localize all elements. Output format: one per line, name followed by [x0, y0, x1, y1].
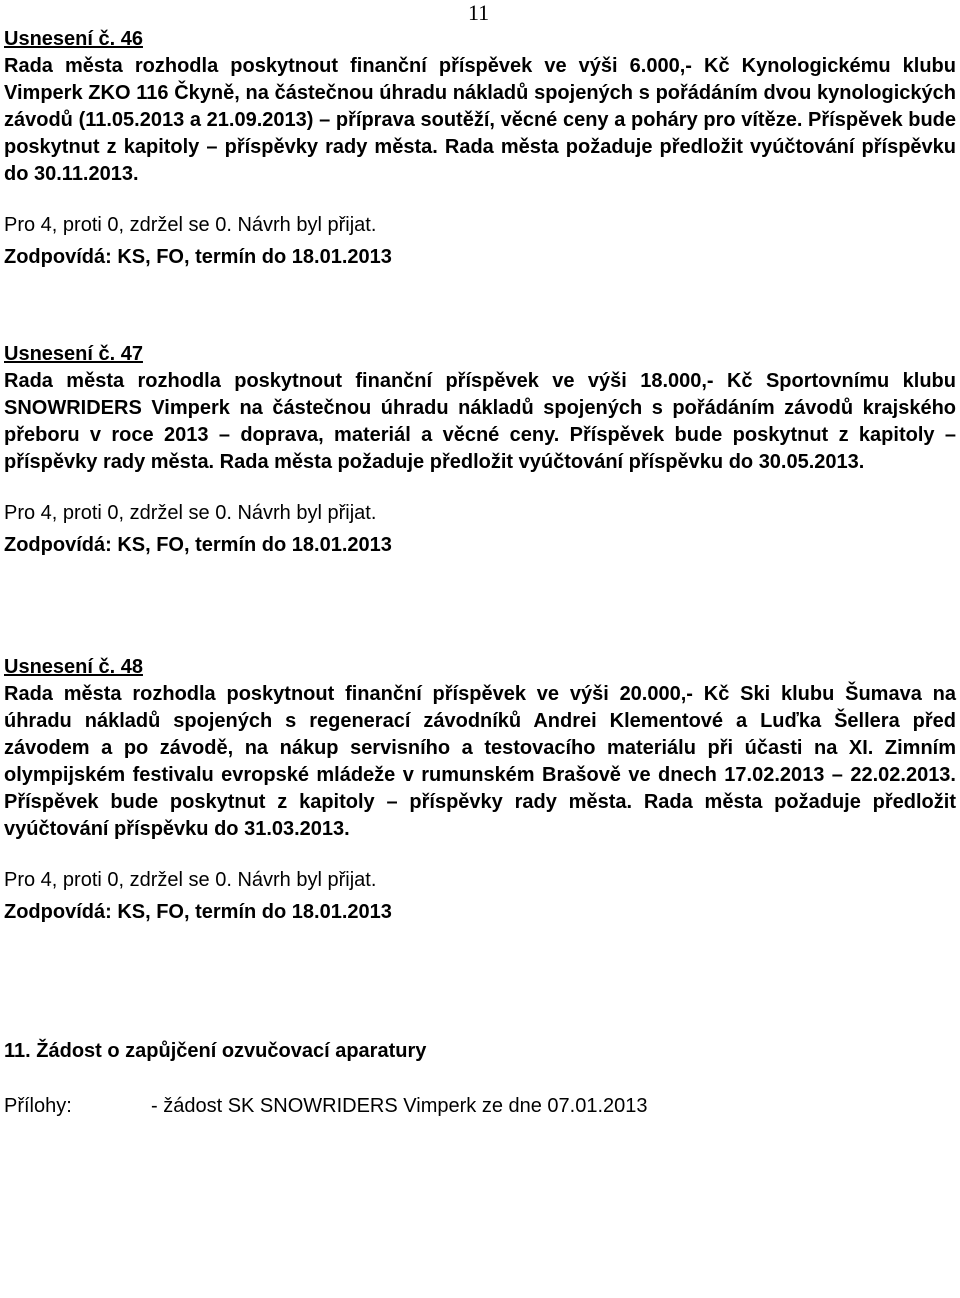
resolution-text: Rada města rozhodla poskytnout finanční příspěvek ve výši 18.000,- Kč Sportovnímu klubu SNOWRIDERS Vimperk na částečnou úhradu nákladů spojených s pořádáním závodů krajského přeboru v roce 2013 – doprava, materiál a věcné ceny. Příspěvek bude poskytnut z kapitoly – příspěvky rady města. Rada města požaduje předložit vyúčtování příspěvku do 30.05.2013.: [4, 370, 956, 473]
responsible-deadline: Zodpovídá: KS, FO, termín do 18.01.2013: [4, 246, 392, 268]
document-body: [4, 26, 956, 1120]
responsible-deadline: Zodpovídá: KS, FO, termín do 18.01.2013: [4, 534, 392, 556]
resolution-text: Rada města rozhodla poskytnout finanční příspěvek ve výši 6.000,- Kč Kynologickému klubu Vimperk ZKO 116 Čkyně, na částečnou úhradu nákladů spojených s pořádáním dvou kynologických závodů (11.05.2013 a 21.09.2013) – příprava soutěží, věcné ceny a poháry pro vítěze. Příspěvek bude poskytnut z kapitoly – příspěvky rady města. Rada města požaduje předložit vyúčtování příspěvku do 30.11.2013.: [4, 55, 956, 185]
vote-result: Pro 4, proti 0, zdržel se 0. Návrh byl přijat.: [4, 869, 377, 891]
resolution-heading: Usnesení č. 48: [4, 656, 143, 678]
resolution-46: [4, 26, 956, 271]
vote-result: Pro 4, proti 0, zdržel se 0. Návrh byl přijat.: [4, 502, 377, 524]
responsible-deadline: Zodpovídá: KS, FO, termín do 18.01.2013: [4, 901, 392, 923]
attachments-label: Přílohy:: [4, 1095, 72, 1117]
attachments: [4, 1093, 956, 1120]
resolution-text: Rada města rozhodla poskytnout finanční příspěvek ve výši 20.000,- Kč Ski klubu Šumava na úhradu nákladů spojených s regenerací závodníků Andrei Klementové a Luďka Šellera před závodem a po závodě, na nákup servisního a testovacího materiálu při účasti na XI. Zimním olympijském festivalu evropské mládeže v rumunském Brašově ve dnech 17.02.2013 – 22.02.2013. Příspěvek bude poskytnut z kapitoly – příspěvky rady města. Rada města požaduje předložit vyúčtování příspěvku do 31.03.2013.: [4, 683, 956, 840]
page-number: 11: [468, 0, 490, 25]
resolution-47: [4, 341, 956, 559]
agenda-item-title: 11. Žádost o zapůjčení ozvučovací aparatury: [4, 1040, 427, 1062]
resolution-48: [4, 654, 956, 926]
resolution-heading: Usnesení č. 47: [4, 343, 143, 365]
resolution-heading: Usnesení č. 46: [4, 28, 143, 50]
vote-result: Pro 4, proti 0, zdržel se 0. Návrh byl přijat.: [4, 214, 377, 236]
attachments-value: - žádost SK SNOWRIDERS Vimperk ze dne 07.01.2013: [151, 1095, 648, 1117]
